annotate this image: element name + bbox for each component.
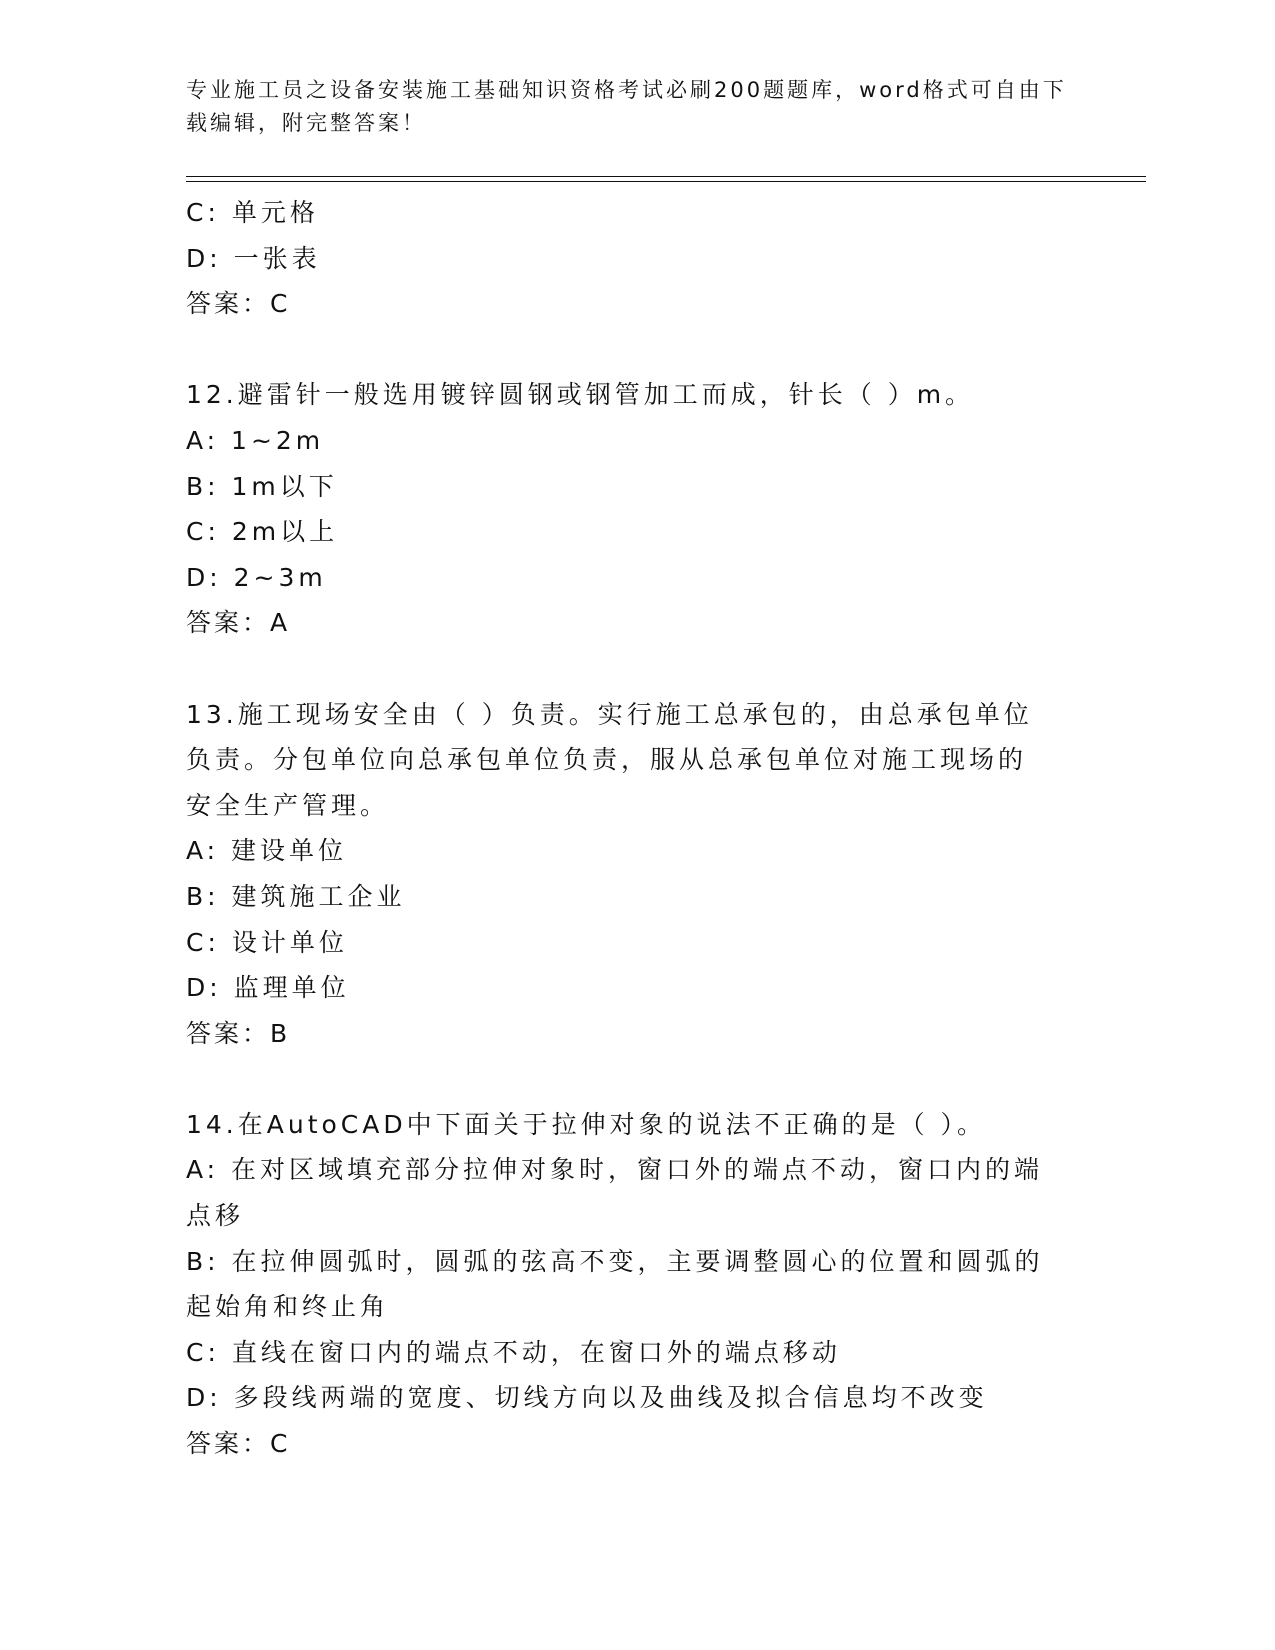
option-b: B: 在拉伸圆弧时，圆弧的弦高不变，主要调整圆心的位置和圆弧的起始角和终止角 — [186, 1246, 1044, 1322]
header-title: 专业施工员之设备安装施工基础知识资格考试必刷200题题库，word格式可自由下载编辑，附完整答案！ — [186, 78, 1067, 135]
option-d: D: 多段线两端的宽度、切线方向以及曲线及拟合信息均不改变 — [186, 1383, 988, 1413]
answer-line: 答案：C — [186, 1429, 291, 1459]
option-a: A: 在对区域填充部分拉伸对象时，窗口外的端点不动，窗口内的端点移 — [186, 1155, 1044, 1231]
option-a: A: 1~2m — [186, 425, 325, 455]
option-b: B: 建筑施工企业 — [186, 881, 406, 911]
option-d: D: 监理单位 — [186, 973, 350, 1003]
spacer — [186, 1056, 1086, 1102]
header-rule-bottom — [186, 181, 1146, 182]
option-c: C: 直线在窗口内的端点不动，在窗口外的端点移动 — [186, 1337, 841, 1367]
question-14 — [186, 1102, 1086, 1467]
option-c: C: 单元格 — [186, 198, 319, 227]
option-c: C: 2m以上 — [186, 517, 339, 547]
question-13 — [186, 692, 1086, 1057]
spacer — [186, 327, 1086, 373]
option-b: B: 1m以下 — [186, 471, 338, 501]
question-content — [186, 190, 1086, 1467]
answer-line: 答案：B — [186, 1018, 291, 1048]
header-rule-top — [186, 176, 1146, 177]
question-12 — [186, 372, 1086, 646]
option-d: D: 一张表 — [186, 243, 321, 273]
question-text: 12.避雷针一般选用镀锌圆钢或钢管加工而成，针长（ ）m。 — [186, 380, 975, 410]
previous-question-tail — [186, 190, 1086, 327]
answer-line: 答案：C — [186, 289, 291, 319]
spacer — [186, 646, 1086, 692]
answer-line: 答案：A — [186, 608, 291, 638]
option-a: A: 建设单位 — [186, 836, 348, 866]
document-header — [186, 74, 1086, 140]
question-text: 14.在AutoCAD中下面关于拉伸对象的说法不正确的是（ ）。 — [186, 1109, 987, 1139]
option-d: D: 2~3m — [186, 562, 327, 592]
option-c: C: 设计单位 — [186, 927, 348, 957]
question-text: 13.施工现场安全由（ ）负责。实行施工总承包的，由总承包单位负责。分包单位向总承包单位负责，服从总承包单位对施工现场的安全生产管理。 — [186, 699, 1033, 820]
